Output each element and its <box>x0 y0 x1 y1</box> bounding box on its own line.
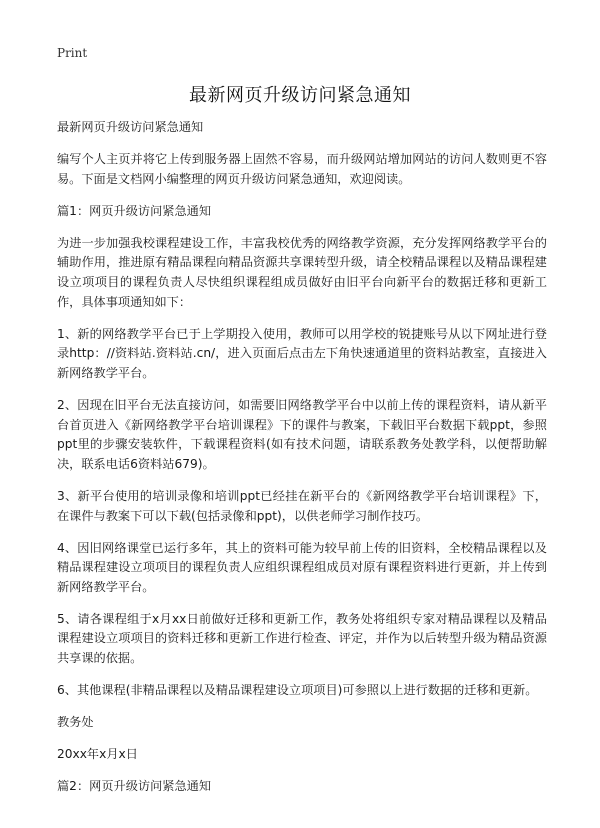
document-body <box>57 118 547 810</box>
subtitle-paragraph: 最新网页升级访问紧急通知 <box>57 120 204 134</box>
signature-department: 教务处 <box>57 715 94 730</box>
item-5-paragraph: 5、请各课程组于x月xx日前做好迁移和更新工作，教务处将组织专家对精品课程以及精品课程建设立项项目的资料迁移和更新工作进行检查、评定，并作为以后转型升级为精品资源共享课的依据。 <box>57 611 547 666</box>
item-6-paragraph: 6、其他课程(非精品课程以及精品课程建设立项项目)可参照以上进行数据的迁移和更新。 <box>57 683 538 698</box>
signature-date: 20xx年x月x日 <box>57 747 138 762</box>
intro-paragraph: 编写个人主页并将它上传到服务器上固然不容易，而升级网站增加网站的访问人数则更不容易。下面是文档网小编整理的网页升级访问紧急通知，欢迎阅读。 <box>57 152 547 186</box>
section-heading-1: 篇1：网页升级访问紧急通知 <box>57 203 212 218</box>
item-3-paragraph: 3、新平台使用的培训录像和培训ppt已经挂在新平台的《新网络教学平台培训课程》下，在课件与教案下可以下载(包括录像和ppt)，以供老师学习制作技巧。 <box>57 488 547 523</box>
notice-intro-paragraph: 为进一步加强我校课程建设工作，丰富我校优秀的网络教学资源，充分发挥网络教学平台的辅助作用，推进原有精品课程向精品资源共享课转型升级，请全校精品课程以及精品课程建设立项项目的课程负责人尽快组织课程组成员做好由旧平台向新平台的数据迁移和更新工作，具体事项通知如下： <box>57 235 547 309</box>
section-heading-2: 篇2：网页升级访问紧急通知 <box>57 779 212 794</box>
item-4-paragraph: 4、因旧网络课堂已运行多年，其上的资料可能为较早前上传的旧资料，全校精品课程以及精品课程建设立项项目的课程负责人应组织课程组成员对原有课程资料进行更新，并上传到新网络教学平台。 <box>57 540 547 594</box>
print-label: Print <box>57 46 88 60</box>
item-1-paragraph: 1、新的网络教学平台已于上学期投入使用，教师可以用学校的锐捷账号从以下网址进行登录http：//资料站.资料站.cn/，进入页面后点击左下角快速通道里的资料站教室，直接进入新网络教学平台。 <box>57 326 547 380</box>
item-2-paragraph: 2、因现在旧平台无法直接访问，如需要旧网络教学平台中以前上传的课程资料，请从新平台首页进入《新网络教学平台培训课程》下的课件与教案，下载旧平台数据下载ppt，参照ppt里的步骤安装软件，下载课程资料(如有技术问题，请联系教务处教学科，以便帮助解决，联系电话6资料站679)。 <box>57 398 547 471</box>
page-title: 最新网页升级访问紧急通知 <box>189 85 411 106</box>
